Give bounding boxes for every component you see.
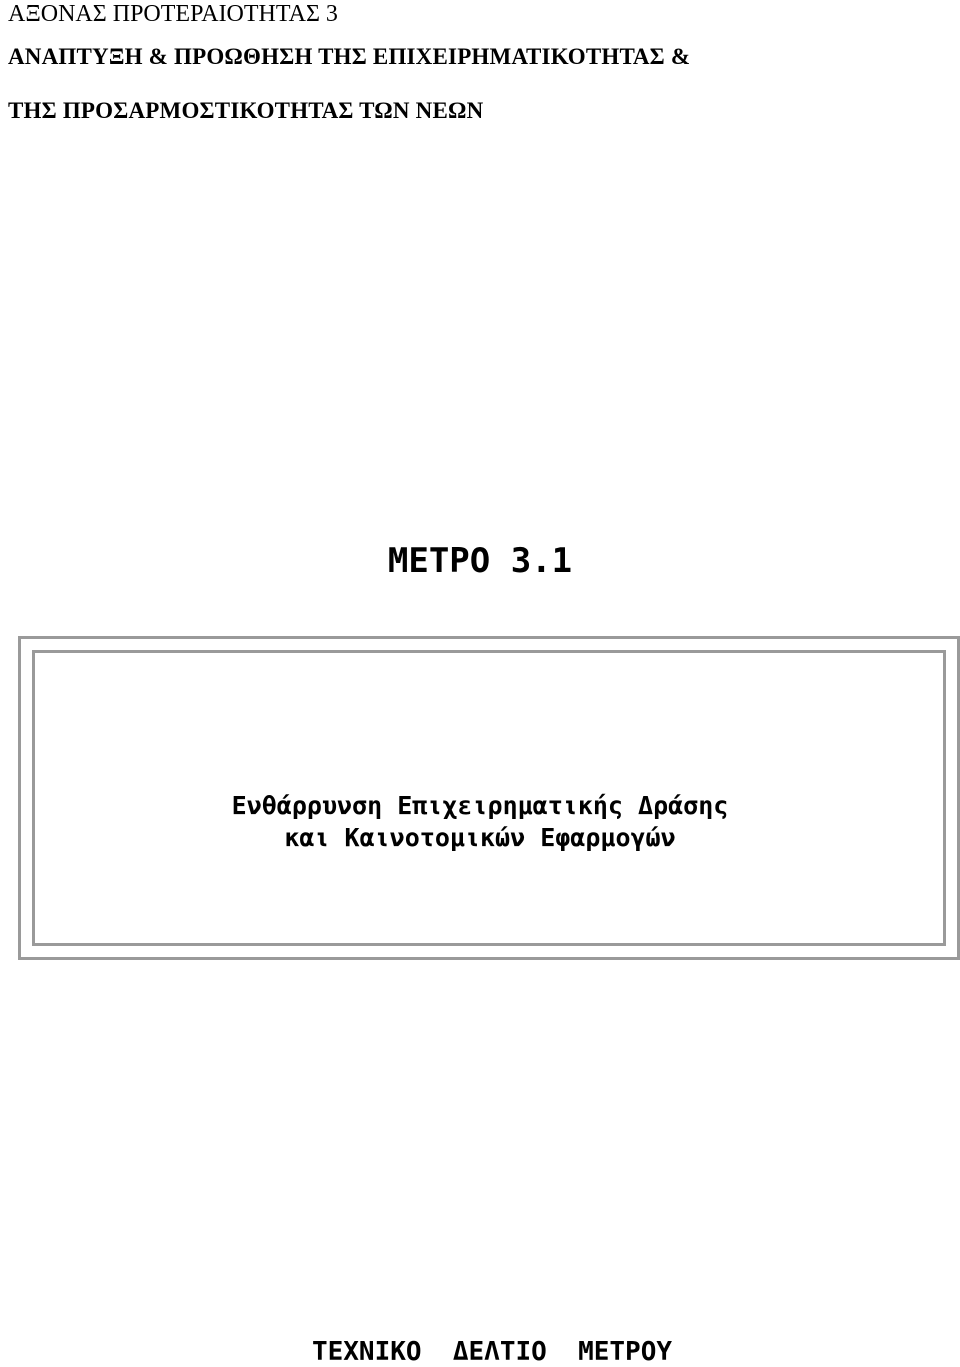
axis-title: ΑΞΟΝΑΣ ΠΡΟΤΕΡΑΙΟΤΗΤΑΣ 3: [8, 1, 338, 27]
document-type-heading: [21, 1337, 960, 1367]
document-type-word: ΤΕΧΝΙΚΟ: [311, 1337, 422, 1367]
subtitle-line-2: ΤΗΣ ΠΡΟΣΑΡΜΟΣΤΙΚΟΤΗΤΑΣ ΤΩΝ ΝΕΩΝ: [8, 98, 484, 123]
measure-title: ΜΕΤΡΟ 3.1: [387, 541, 573, 581]
measure-name: [0, 790, 960, 854]
subtitle-line-1: ΑΝΑΠΤΥΞΗ & ΠΡΟΩΘΗΣΗ ΤΗΣ ΕΠΙΧΕΙΡΗΜΑΤΙΚΟΤΗΤΑΣ &: [8, 44, 691, 69]
measure-name-line-1: Ενθάρρυνση Επιχειρηματικής Δράσης: [231, 791, 729, 820]
document-type-word: ΜΕΤΡΟΥ: [578, 1337, 673, 1367]
document-type-word: ΔΕΛΤΙΟ: [452, 1337, 547, 1367]
measure-name-line-2: και Καινοτομικών Εφαρμογών: [284, 823, 676, 852]
